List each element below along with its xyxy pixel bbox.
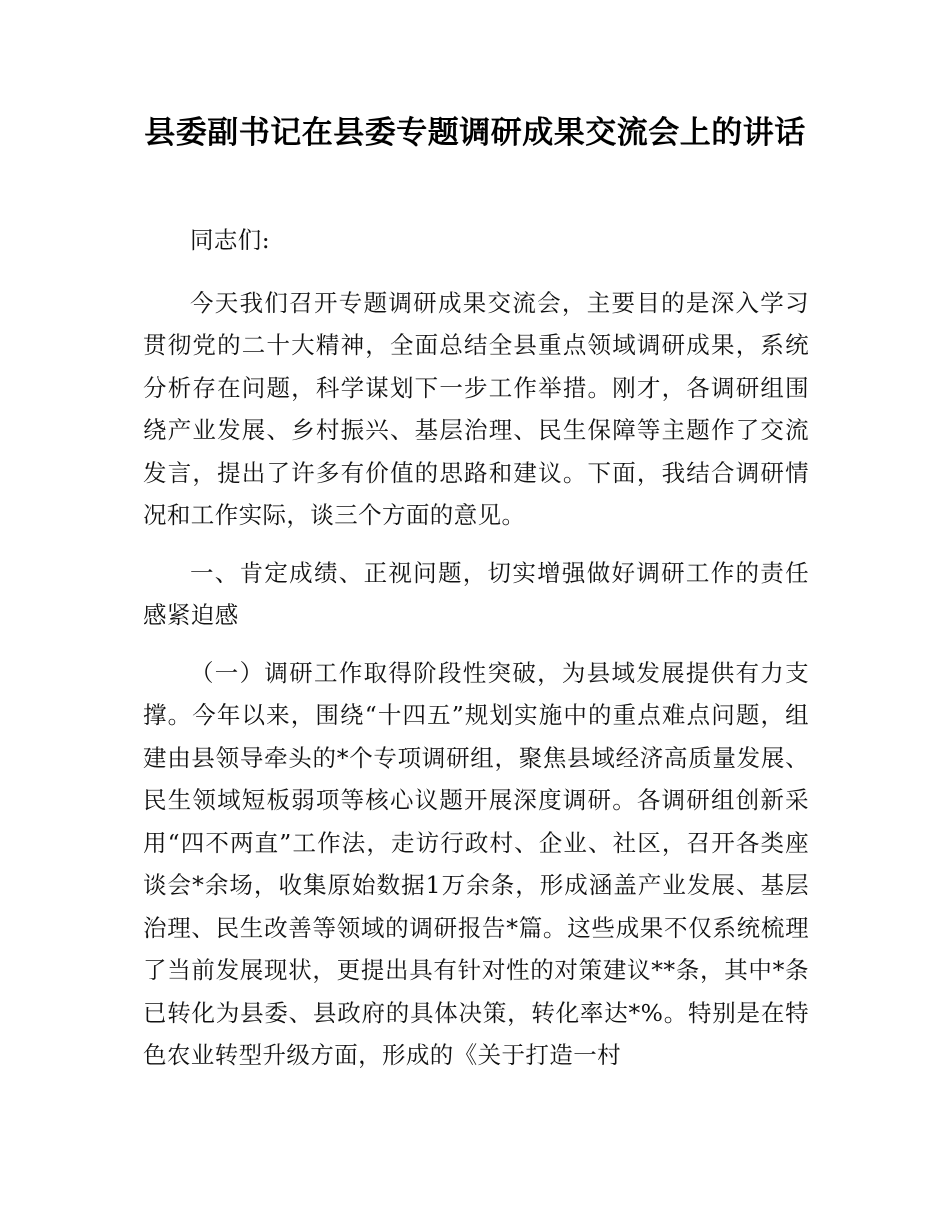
intro-paragraph: 今天我们召开专题调研成果交流会，主要目的是深入学习贯彻党的二十大精神，全面总结全县重点领域调研成果，系统分析存在问题，科学谋划下一步工作举措。刚才，各调研组围绕产业发展、乡村振兴、基层治理、民生保障等主题作了交流发言，提出了许多有价值的思路和建议。下面，我结合调研情况和工作实际，谈三个方面的意见。 <box>143 288 809 529</box>
subsection-paragraph-1: （一）调研工作取得阶段性突破，为县域发展提供有力支撑。今年以来，围绕“十四五”规划实施中的重点难点问题，组建由县领导牵头的*个专项调研组，聚焦县域经济高质量发展、民生领域短板弱项等核心议题开展深度调研。各调研组创新采用“四不两直”工作法，走访行政村、企业、社区，召开各类座谈会*余场，收集原始数据1万余条，形成涵盖产业发展、基层治理、民生改善等领域的调研报告*篇。这些成果不仅系统梳理了当前发展现状，更提出具有针对性的对策建议**条，其中*条已转化为县委、县政府的具体决策，转化率达*%。特别是在特色农业转型升级方面，形成的《关于打造一村 <box>143 658 809 1069</box>
greeting-paragraph: 同志们: <box>190 226 271 254</box>
section-heading-1: 一、肯定成绩、正视问题，切实增强做好调研工作的责任感紧迫感 <box>143 558 809 629</box>
document-body <box>143 219 809 1081</box>
document-title: 县委副书记在县委专题调研成果交流会上的讲话 <box>144 115 806 151</box>
